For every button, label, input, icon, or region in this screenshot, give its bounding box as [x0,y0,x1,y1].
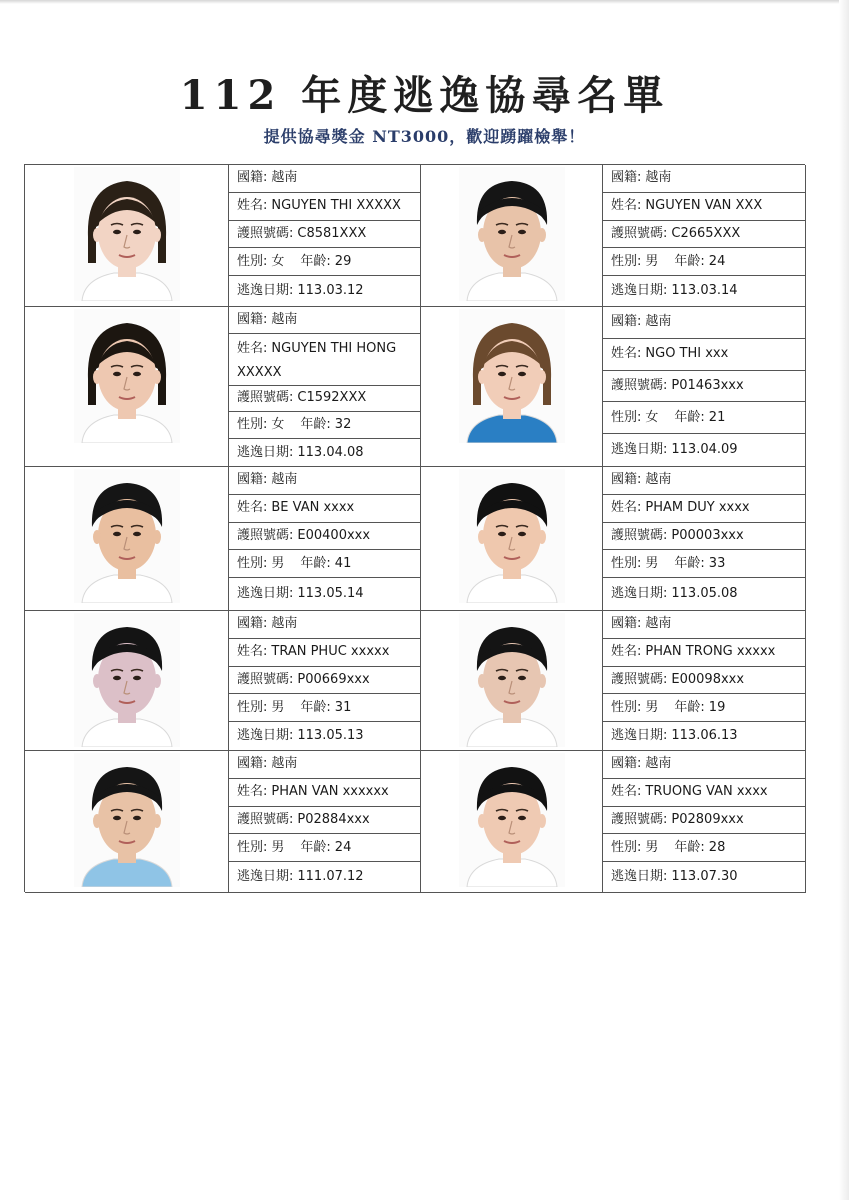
nationality-value: 越南 [271,756,298,772]
portrait-photo [74,613,180,747]
passport-value: E00400xxx [297,528,371,544]
escape-date-field [603,722,805,750]
record-fields [229,307,420,466]
escape-date-field [603,276,805,306]
gender-age-field [229,412,420,439]
escape-date-value: 113.03.12 [297,283,364,299]
escape-date-label: 逃逸日期: [237,283,294,299]
record-card [25,611,421,751]
nationality-value: 越南 [645,170,672,186]
portrait-photo [459,613,565,747]
record-fields [603,611,805,750]
name-field [603,193,805,221]
age-label: 年齡: [674,839,705,855]
age-label: 年齡: [674,409,705,425]
portrait-photo [74,167,180,301]
escape-date-field [229,722,420,750]
age-value: 28 [708,839,726,855]
escape-date-label: 逃逸日期: [237,444,294,460]
escape-date-value: 113.05.13 [297,728,364,744]
record-card [421,751,806,893]
age-value: 32 [334,417,352,433]
gender-label: 性別: [611,839,642,855]
nationality-label: 國籍: [611,472,642,488]
portrait-photo [74,309,180,443]
passport-label: 護照號碼: [237,811,294,827]
age-value: 41 [334,555,352,571]
escape-date-label: 逃逸日期: [237,728,294,744]
record-fields [229,751,420,892]
nationality-value: 越南 [645,472,672,488]
nationality-field [603,751,805,779]
name-field [603,495,805,523]
passport-value: E00098xxx [671,671,745,687]
escape-date-value: 113.05.08 [671,586,738,602]
passport-label: 護照號碼: [237,528,294,544]
age-value: 29 [334,253,352,269]
gender-label: 性別: [611,253,642,269]
passport-label: 護照號碼: [611,377,668,393]
gender-age-field [603,248,805,276]
scan-edge-right [839,0,849,1200]
escape-date-field [603,434,805,466]
nationality-label: 國籍: [611,170,642,186]
scan-edge-top [0,0,849,4]
gender-age-field [603,694,805,722]
name-value: NGUYEN THI HONG XXXXX [237,340,397,380]
name-field [229,193,420,221]
nationality-field [229,307,420,334]
name-field [229,495,420,523]
nationality-value: 越南 [645,756,672,772]
passport-value: P02884xxx [297,811,370,827]
escape-date-label: 逃逸日期: [237,869,294,885]
gender-value: 男 [645,699,659,715]
photo-cell [25,751,229,892]
name-label: 姓名: [237,340,268,356]
gender-label: 性別: [237,417,268,433]
gender-value: 女 [271,417,285,433]
age-value: 21 [708,409,726,425]
record-card [25,467,421,611]
nationality-value: 越南 [645,314,672,330]
photo-cell [421,467,603,610]
age-label: 年齡: [674,555,705,571]
nationality-value: 越南 [271,616,298,632]
gender-value: 男 [645,839,659,855]
name-value: NGUYEN VAN XXX [645,198,763,214]
record-card [25,751,421,893]
gender-label: 性別: [237,555,268,571]
record-fields [229,467,420,610]
portrait-photo [459,309,565,443]
gender-age-field [229,834,420,862]
gender-age-field [603,550,805,578]
escape-date-value: 113.04.09 [671,442,738,458]
age-value: 33 [708,555,726,571]
escape-date-field [603,862,805,892]
nationality-field [603,467,805,495]
name-field [229,639,420,667]
record-card [421,467,806,611]
gender-value: 女 [271,253,285,269]
nationality-value: 越南 [271,170,298,186]
photo-cell [421,165,603,306]
record-fields [603,467,805,610]
name-field [603,639,805,667]
name-field [229,779,420,807]
age-label: 年齡: [300,253,331,269]
nationality-label: 國籍: [237,616,268,632]
passport-value: P00003xxx [671,528,744,544]
gender-value: 男 [645,555,659,571]
name-label: 姓名: [611,198,642,214]
passport-field [229,221,420,249]
gender-label: 性別: [237,253,268,269]
record-fields [229,165,420,306]
passport-label: 護照號碼: [237,225,294,241]
passport-field [603,807,805,835]
escape-date-field [229,578,420,610]
record-card [25,165,421,307]
escape-date-field [603,578,805,610]
name-value: NGO THI xxx [645,346,729,362]
record-fields [229,611,420,750]
name-value: BE VAN xxxx [271,500,355,516]
page-title: 112 年度逃逸協尋名單 [179,72,670,119]
passport-label: 護照號碼: [611,671,668,687]
name-value: TRUONG VAN xxxx [645,784,768,800]
nationality-field [229,165,420,193]
name-value: PHAM DUY xxxx [645,500,750,516]
photo-cell [421,611,603,750]
passport-label: 護照號碼: [611,225,668,241]
nationality-field [603,611,805,639]
gender-value: 男 [271,839,285,855]
gender-label: 性別: [611,555,642,571]
nationality-field [603,165,805,193]
photo-cell [25,165,229,306]
passport-field [229,386,420,413]
gender-age-field [603,402,805,434]
photo-cell [25,307,229,466]
name-field [603,779,805,807]
passport-field [603,523,805,551]
passport-label: 護照號碼: [237,671,294,687]
passport-field [229,523,420,551]
gender-age-field [229,248,420,276]
age-label: 年齡: [300,699,331,715]
gender-value: 男 [271,555,285,571]
nationality-label: 國籍: [237,170,268,186]
name-value: PHAN VAN xxxxxx [271,784,389,800]
nationality-field [603,307,805,339]
gender-value: 男 [271,699,285,715]
escape-date-label: 逃逸日期: [611,869,668,885]
age-value: 24 [708,253,726,269]
name-label: 姓名: [237,784,268,800]
gender-label: 性別: [237,699,268,715]
photo-cell [421,307,603,466]
escape-date-label: 逃逸日期: [611,728,668,744]
passport-field [603,221,805,249]
nationality-field [229,751,420,779]
nationality-value: 越南 [271,472,298,488]
name-field [603,339,805,371]
nationality-label: 國籍: [237,756,268,772]
record-fields [603,307,805,466]
gender-age-field [229,694,420,722]
age-label: 年齡: [674,699,705,715]
portrait-photo [459,469,565,603]
gender-label: 性別: [611,409,642,425]
nationality-label: 國籍: [611,616,642,632]
nationality-field [229,467,420,495]
age-value: 19 [708,699,726,715]
nationality-label: 國籍: [611,756,642,772]
name-label: 姓名: [237,644,268,660]
gender-age-field [229,550,420,578]
age-label: 年齡: [300,839,331,855]
fugitive-table [24,164,805,892]
name-value: TRAN PHUC xxxxx [271,644,390,660]
passport-value: C8581XXX [297,225,367,241]
gender-value: 女 [645,409,659,425]
nationality-label: 國籍: [611,314,642,330]
record-card [25,307,421,467]
escape-date-label: 逃逸日期: [611,586,668,602]
passport-field [229,667,420,695]
passport-label: 護照號碼: [611,811,668,827]
photo-cell [25,611,229,750]
name-label: 姓名: [237,500,268,516]
portrait-photo [459,753,565,887]
name-field [229,334,420,386]
passport-value: P00669xxx [297,671,370,687]
nationality-field [229,611,420,639]
name-label: 姓名: [611,346,642,362]
record-card [421,165,806,307]
portrait-photo [459,167,565,301]
name-value: NGUYEN THI XXXXX [271,198,401,214]
nationality-value: 越南 [271,311,298,327]
escape-date-label: 逃逸日期: [611,442,668,458]
passport-value: P02809xxx [671,811,744,827]
passport-value: P01463xxx [671,377,744,393]
nationality-label: 國籍: [237,472,268,488]
passport-value: C2665XXX [671,225,741,241]
escape-date-value: 113.05.14 [297,586,364,602]
passport-value: C1592XXX [297,390,367,406]
escape-date-value: 113.06.13 [671,728,738,744]
age-label: 年齡: [300,555,331,571]
escape-date-value: 113.04.08 [297,444,364,460]
name-label: 姓名: [237,198,268,214]
passport-label: 護照號碼: [611,528,668,544]
escape-date-value: 111.07.12 [297,869,364,885]
name-label: 姓名: [611,500,642,516]
escape-date-label: 逃逸日期: [237,586,294,602]
passport-label: 護照號碼: [237,390,294,406]
escape-date-value: 113.07.30 [671,869,738,885]
photo-cell [421,751,603,892]
record-card [421,307,806,467]
portrait-photo [74,469,180,603]
escape-date-value: 113.03.14 [671,283,738,299]
passport-field [229,807,420,835]
age-value: 31 [334,699,352,715]
gender-label: 性別: [237,839,268,855]
page-subtitle: 提供協尋獎金 NT3000，歡迎踴躍檢舉！ [263,127,586,146]
age-label: 年齡: [674,253,705,269]
age-label: 年齡: [300,417,331,433]
age-value: 24 [334,839,352,855]
escape-date-field [229,276,420,306]
gender-label: 性別: [611,699,642,715]
escape-date-field [229,439,420,466]
photo-cell [25,467,229,610]
gender-age-field [603,834,805,862]
escape-date-label: 逃逸日期: [611,283,668,299]
escape-date-field [229,862,420,892]
passport-field [603,371,805,403]
name-label: 姓名: [611,784,642,800]
passport-field [603,667,805,695]
record-fields [603,165,805,306]
name-value: PHAN TRONG xxxxx [645,644,776,660]
name-label: 姓名: [611,644,642,660]
record-fields [603,751,805,892]
record-card [421,611,806,751]
gender-value: 男 [645,253,659,269]
portrait-photo [74,753,180,887]
nationality-label: 國籍: [237,311,268,327]
nationality-value: 越南 [645,616,672,632]
